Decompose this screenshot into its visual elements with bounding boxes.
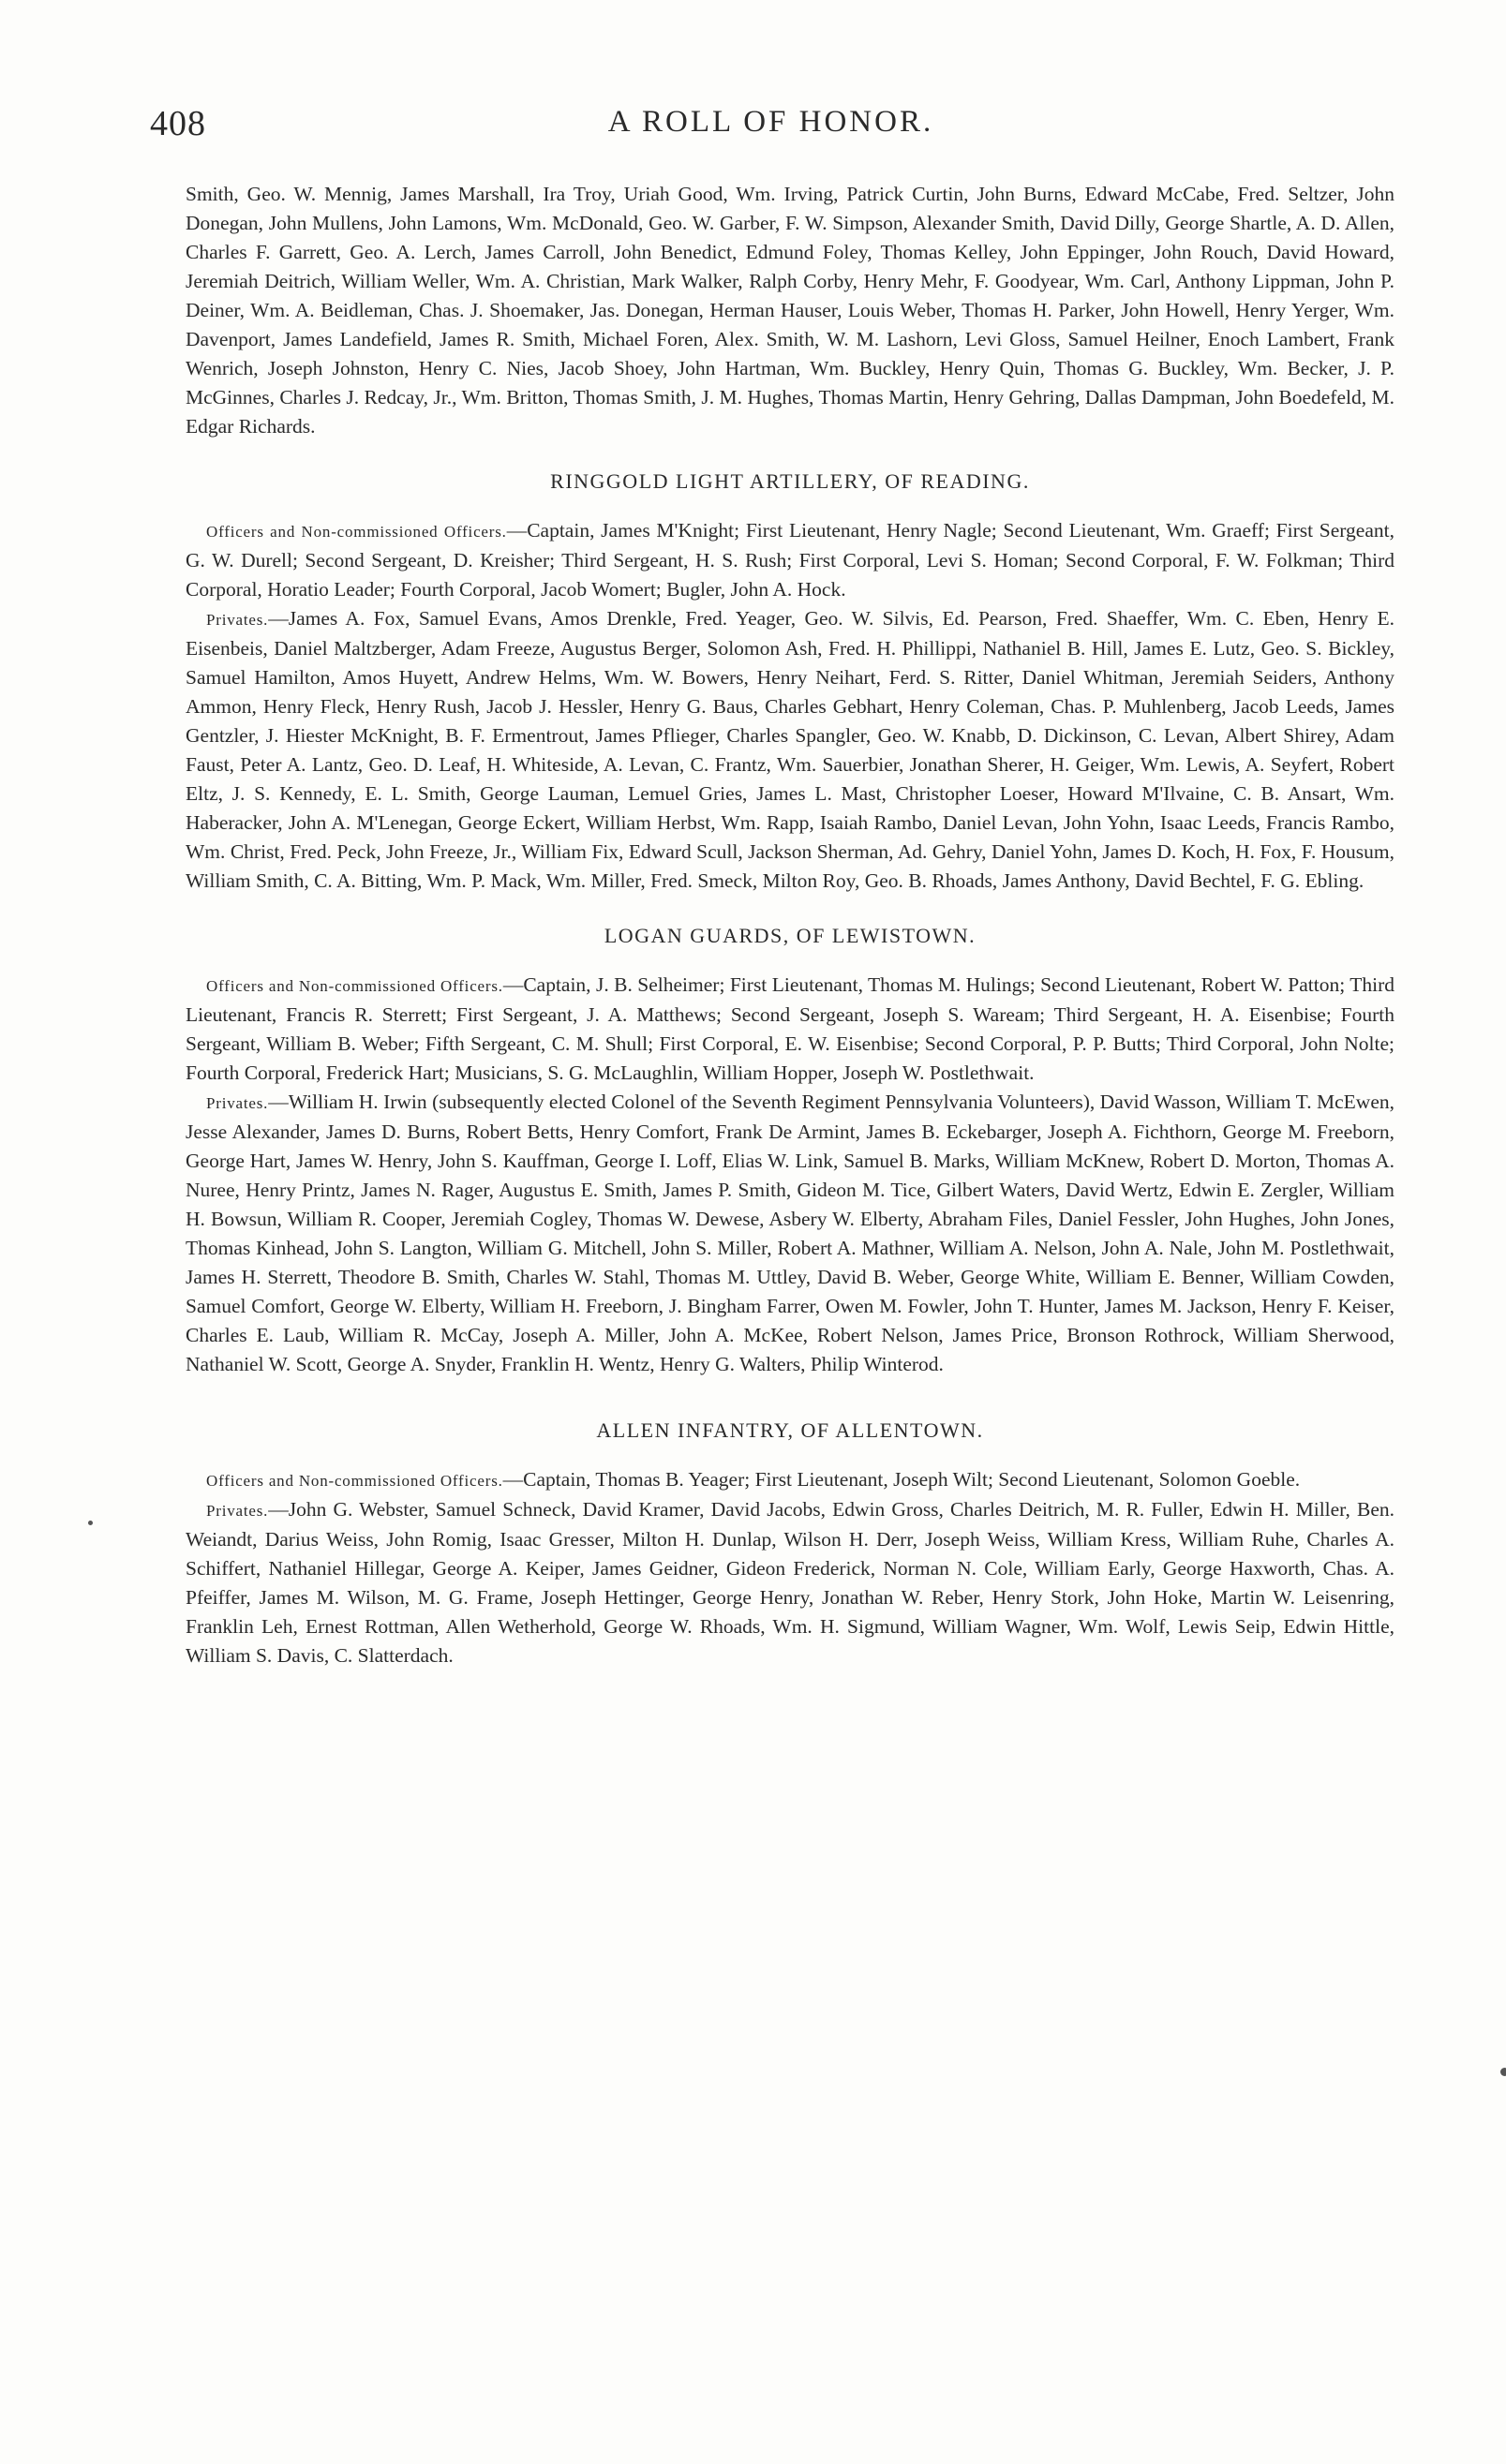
privates-label: Privates. <box>206 1502 269 1520</box>
section-heading-ringgold: RINGGOLD LIGHT ARTILLERY, OF READING. <box>550 469 1030 493</box>
intro-paragraph: Smith, Geo. W. Mennig, James Marshall, Ira Troy, Uriah Good, Wm. Irving, Patrick Curtin, John Burns, Edward McCabe, Fred. Seltzer, John Donegan, John Mullens, John Lamons, Wm. McDonald, Geo. W. Garber, F. W. Simpson, Alexander Smith, David Dilly, George Shartle, A. D. Allen, Charles F. Garrett, Geo. A. Lerch, James Carroll, John Benedict, Edmund Foley, Thomas Kelley, John Eppinger, John Rouch, David Howard, Jeremiah Deitrich, William Weller, Wm. A. Christian, Mark Walker, Ralph Corby, Henry Mehr, F. Goodyear, Wm. Carl, Anthony Lippman, John P. Deiner, Wm. A. Beidleman, Chas. J. Shoemaker, Jas. Donegan, Herman Hauser, Louis Weber, Thomas H. Parker, John Howell, Henry Yerger, Wm. Davenport, James Landefield, James R. Smith, Michael Foren, Alex. Smith, W. M. Lashorn, Levi Gloss, Samuel Heilner, Enoch Lambert, Frank Wenrich, Joseph Johnston, Henry C. Nies, Jacob Shoey, John Hartman, Wm. Buckley, Henry Quin, Thomas G. Buckley, Wm. Becker, J. P. McGinnes, Charles J. Redcay, Jr., Wm. Britton, Thomas Smith, J. M. Hughes, Thomas Martin, Henry Gehring, Dallas Dampman, John Boedefeld, M. Edgar Richards. <box>186 183 1394 438</box>
ink-spot-mark <box>1500 2068 1506 2076</box>
section-heading-logan: LOGAN GUARDS, OF LEWISTOWN. <box>604 924 977 947</box>
section-heading-allen: ALLEN INFANTRY, OF ALLENTOWN. <box>596 1418 984 1442</box>
privates-label: Privates. <box>206 611 269 629</box>
officers-paragraph-allen <box>186 1465 1394 1495</box>
officers-paragraph-ringgold <box>186 516 1394 604</box>
officers-label: Officers and Non-commissioned Officers. <box>206 1472 503 1490</box>
privates-paragraph-allen <box>186 1495 1394 1670</box>
page-number: 408 <box>150 104 206 143</box>
privates-paragraph-logan <box>186 1088 1394 1379</box>
officers-label: Officers and Non-commissioned Officers. <box>206 523 507 541</box>
officers-list: —Captain, Thomas B. Yeager; First Lieutenant, Joseph Wilt; Second Lieutenant, Solomon Goeble. <box>502 1468 1301 1491</box>
ink-spot-mark <box>88 1521 93 1525</box>
privates-paragraph-ringgold <box>186 604 1394 896</box>
page-title: A ROLL OF HONOR. <box>607 105 934 139</box>
officers-list: —Captain, J. B. Selheimer; First Lieutenant, Thomas M. Hulings; Second Lieutenant, Robert W. Patton; Third Lieutenant, Francis R. Sterrett; First Sergeant, J. A. Matthews; Second Sergeant, Joseph S. Waream; Third Sergeant, H. A. Eisenbise; Fourth Sergeant, William B. Weber; Fifth Sergeant, C. M. Shull; First Corporal, E. W. Eisenbise; Second Corporal, P. P. Butts; Third Corporal, John Nolte; Fourth Corporal, Frederick Hart; Musicians, S. G. McLaughlin, William Hopper, Joseph W. Postlethwait. <box>186 973 1394 1084</box>
page-content <box>186 180 1394 1670</box>
privates-list: —John G. Webster, Samuel Schneck, David Kramer, David Jacobs, Edwin Gross, Charles Deitrich, M. R. Fuller, Edwin H. Miller, Ben. Weiandt, Darius Weiss, John Romig, Isaac Gresser, Milton H. Dunlap, Wilson H. Derr, Joseph Weiss, William Kress, William Ruhe, Charles A. Schiffert, Nathaniel Hillegar, George A. Keiper, James Geidner, Gideon Frederick, Norman N. Cole, William Early, George Haxworth, Chas. A. Pfeiffer, James M. Wilson, M. G. Frame, Joseph Hettinger, George Henry, Jonathan W. Reber, Henry Stork, John Hoke, Martin W. Leisenring, Franklin Leh, Ernest Rottman, Allen Wetherhold, George W. Rhoads, Wm. H. Sigmund, William Wagner, Wm. Wolf, Lewis Seip, Edwin Hittle, William S. Davis, C. Slatterdach. <box>186 1498 1394 1667</box>
officers-label: Officers and Non-commissioned Officers. <box>206 977 503 995</box>
officers-paragraph-logan <box>186 971 1394 1088</box>
officers-list: —Captain, James M'Knight; First Lieutenant, Henry Nagle; Second Lieutenant, Wm. Graeff; First Sergeant, G. W. Durell; Second Sergeant, D. Kreisher; Third Sergeant, H. S. Rush; First Corporal, Levi S. Homan; Second Corporal, F. W. Folkman; Third Corporal, Horatio Leader; Fourth Corporal, Jacob Womert; Bugler, John A. Hock. <box>186 519 1394 601</box>
privates-label: Privates. <box>206 1094 269 1112</box>
running-head <box>150 103 1392 150</box>
privates-list: —William H. Irwin (subsequently elected Colonel of the Seventh Regiment Pennsylvania Volunteers), David Wasson, William T. McEwen, Jesse Alexander, James D. Burns, Robert Betts, Henry Comfort, Frank De Armint, James B. Eckebarger, Joseph A. Fichthorn, George M. Freeborn, George Hart, James W. Henry, John S. Kauffman, George I. Loff, Elias W. Link, Samuel B. Marks, William McKnew, Robert D. Morton, Thomas A. Nuree, Henry Printz, James N. Rager, Augustus E. Smith, James P. Smith, Gideon M. Tice, Gilbert Waters, David Wertz, Edwin E. Zergler, William H. Bowsun, William R. Cooper, Jeremiah Cogley, Thomas W. Dewese, Asbery W. Elberty, Abraham Files, Daniel Fessler, John Hughes, John Jones, Thomas Kinhead, John S. Langton, William G. Mitchell, John S. Miller, Robert A. Mathner, William A. Nelson, John A. Nale, John M. Postlethwait, James H. Sterrett, Theodore B. Smith, Charles W. Stahl, Thomas M. Uttley, David B. Weber, George White, William E. Benner, William Cowden, Samuel Comfort, George W. Elberty, William H. Freeborn, J. Bingham Farrer, Owen M. Fowler, John T. Hunter, James M. Jackson, Henry F. Keiser, Charles E. Laub, William R. McCay, Joseph A. Miller, John A. McKee, Robert Nelson, James Price, Bronson Rothrock, William Sherwood, Nathaniel W. Scott, George A. Snyder, Franklin H. Wentz, Henry G. Walters, Philip Winterod. <box>186 1091 1394 1375</box>
privates-list: —James A. Fox, Samuel Evans, Amos Drenkle, Fred. Yeager, Geo. W. Silvis, Ed. Pearson, Fred. Shaeffer, Wm. C. Eben, Henry E. Eisenbeis, Daniel Maltzberger, Adam Freeze, Augustus Berger, Solomon Ash, Fred. H. Phillippi, Nathaniel B. Hill, James E. Lutz, Geo. S. Bickley, Samuel Hamilton, Amos Huyett, Andrew Helms, Wm. W. Bowers, Henry Neihart, Ferd. S. Ritter, Daniel Whitman, Jeremiah Seiders, Anthony Ammon, Henry Fleck, Henry Rush, Jacob J. Hessler, Henry G. Baus, Charles Gebhart, Henry Coleman, Chas. P. Muhlenberg, Jacob Leeds, James Gentzler, J. Hiester McKnight, B. F. Ermentrout, James Pflieger, Charles Spangler, Geo. W. Knabb, D. Dickinson, C. Levan, Albert Shirey, Adam Faust, Peter A. Lantz, Geo. D. Leaf, H. Whiteside, A. Levan, C. Frantz, Wm. Sauerbier, Jonathan Sherer, H. Geiger, Wm. Lewis, A. Seyfert, Robert Eltz, J. S. Kennedy, E. L. Smith, George Lauman, Lemuel Gries, James L. Mast, Christopher Loeser, Howard M'Ilvaine, C. B. Ansart, Wm. Haberacker, John A. M'Lenegan, George Eckert, William Herbst, Wm. Rapp, Isaiah Rambo, Daniel Levan, John Yohn, Isaac Leeds, Francis Rambo, Wm. Christ, Fred. Peck, John Freeze, Jr., William Fix, Edward Scull, Jackson Sherman, Ad. Gehry, Daniel Yohn, James D. Koch, H. Fox, F. Housum, William Smith, C. A. Bitting, Wm. P. Mack, Wm. Miller, Fred. Smeck, Milton Roy, Geo. B. Rhoads, James Anthony, David Bechtel, F. G. Ebling. <box>186 607 1394 892</box>
